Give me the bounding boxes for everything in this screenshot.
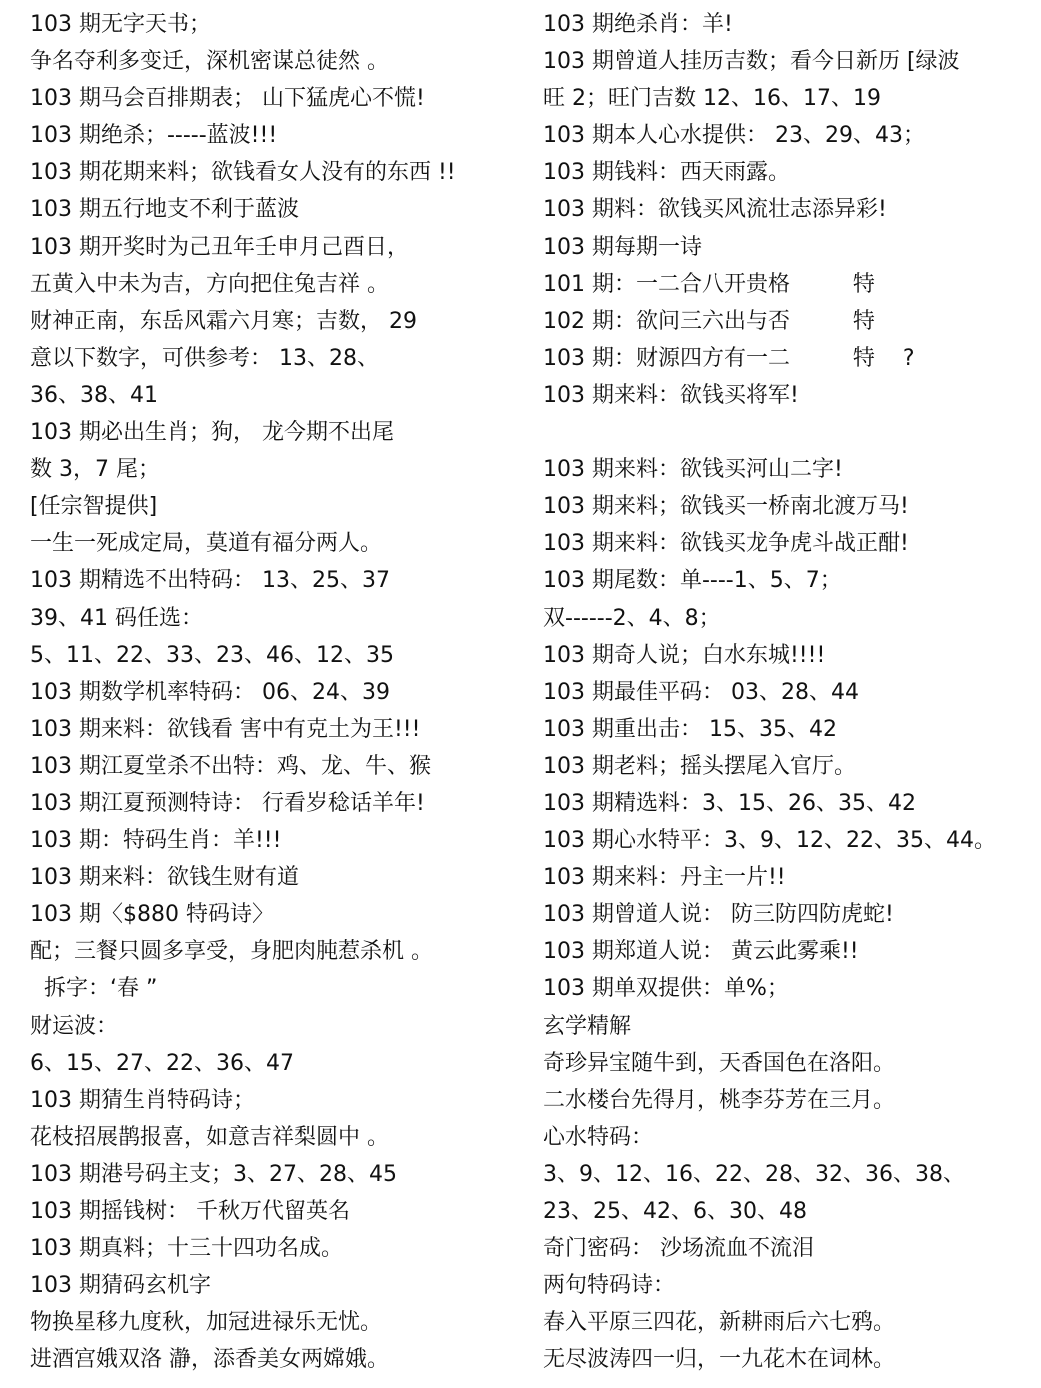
- text-line: 103 期绝杀肖：羊!: [543, 12, 733, 37]
- text-line: 103 期猜生肖特码诗；: [30, 1087, 255, 1113]
- left-column: [30, 6, 520, 1378]
- text-line: 103 期江夏堂杀不出特：鸡、龙、牛、猴: [30, 753, 431, 779]
- text-line: 103 期：财源四方有一二 特 ?: [543, 345, 915, 371]
- text-line: 103 期来料：欲钱看 害中有克土为王!!!: [30, 716, 421, 742]
- text-line: 103 期心水特平：3、9、12、22、35、44。: [543, 828, 996, 854]
- text-line: 财神正南，东岳风霜六月寒；吉数， 29: [30, 308, 417, 334]
- text-line: 103 期来料：丹主一片!!: [543, 865, 786, 891]
- text-line: 103 期绝杀；-----蓝波!!!: [30, 123, 278, 149]
- text-line: 103 期五行地支不利于蓝波: [30, 197, 299, 223]
- text-line: 103 期马会百排期表； 山下猛虎心不慌!: [30, 86, 425, 112]
- text-line: 103 期必出生肖；狗， 龙今期不出尾: [30, 420, 394, 446]
- text-line: 39、41 码任选：: [30, 605, 203, 631]
- text-line: 103 期曾道人挂历吉数；看今日新历 [绿波: [543, 49, 960, 75]
- text-line: 103 期老料；摇头摆尾入官厅。: [543, 753, 856, 779]
- text-line: 财运波：: [30, 1013, 119, 1039]
- text-line: 103 期无字天书；: [30, 12, 211, 37]
- text-line: 心水特码：: [543, 1124, 654, 1150]
- text-line: 103 期来料：欲钱买将军!: [543, 382, 799, 408]
- text-line: 103 期来料：欲钱买龙争虎斗战正酣!: [543, 531, 909, 557]
- text-line: 103 期港号码主支；3、27、28、45: [30, 1161, 397, 1187]
- text-line: 103 期料：欲钱买风流壮志添异彩!: [543, 197, 887, 223]
- text-line: 意以下数字，可供参考： 13、28、: [30, 345, 379, 371]
- text-line: 103 期精选不出特码： 13、25、37: [30, 568, 390, 594]
- text-line: 春入平原三四花，新耕雨后六七鸦。: [543, 1310, 896, 1336]
- text-line: 103 期尾数：单----1、5、7；: [543, 568, 842, 594]
- text-line: 103 期花期来料；欲钱看女人没有的东西 !!: [30, 160, 456, 186]
- text-line: 103 期最佳平码： 03、28、44: [543, 679, 859, 705]
- text-line: 数 3，7 尾；: [30, 457, 160, 483]
- text-line: 3、9、12、16、22、28、32、36、38、: [543, 1161, 965, 1187]
- text-line: 103 期猜码玄机字: [30, 1273, 211, 1299]
- text-line: 物换星移九度秋，加冠进禄乐无忧。: [30, 1310, 383, 1336]
- text-line: 103 期曾道人说： 防三防四防虎蛇!: [543, 902, 894, 928]
- text-line: 103 期〈$880 特码诗〉: [30, 902, 274, 928]
- text-line: 101 期：一二合八开贵格 特: [543, 271, 875, 297]
- text-line: 旺 2；旺门吉数 12、16、17、19: [543, 86, 881, 112]
- text-line: 103 期：特码生肖：羊!!!: [30, 828, 282, 854]
- text-line: 103 期来料：欲钱生财有道: [30, 865, 299, 891]
- text-line: 103 期重出击： 15、35、42: [543, 716, 837, 742]
- text-line: 五黄入中未为吉，方向把住兔吉祥 。: [30, 271, 389, 297]
- text-line: 争名夺利多变迁，深机密谋总徒然 。: [30, 49, 389, 75]
- text-line: 103 期郑道人说： 黄云此雾乘!!: [543, 939, 859, 965]
- right-column: [543, 6, 1033, 1378]
- text-line: 103 期每期一诗: [543, 234, 702, 260]
- text-line: 103 期精选料：3、15、26、35、42: [543, 790, 916, 816]
- text-line: 一生一死成定局，莫道有福分两人。: [30, 531, 383, 557]
- text-line: [543, 414, 1033, 451]
- text-line: 两句特码诗：: [543, 1273, 676, 1299]
- text-line: 36、38、41: [30, 382, 158, 408]
- text-line: 拆字：‘春 ”: [30, 976, 158, 1002]
- text-line: 配；三餐只圆多享受，身肥肉肫惹杀机 。: [30, 939, 433, 965]
- text-line: 6、15、27、22、36、47: [30, 1050, 294, 1076]
- text-line: 5、11、22、33、23、46、12、35: [30, 642, 394, 668]
- text-line: 103 期江夏预测特诗： 行看岁稔话羊年!: [30, 790, 425, 816]
- text-line: 103 期本人心水提供： 23、29、43；: [543, 123, 925, 149]
- text-line: 103 期钱料：西天雨露。: [543, 160, 790, 186]
- text-line: 奇珍异宝随牛到，天香国色在洛阳。: [543, 1050, 896, 1076]
- text-line: 103 期真料；十三十四功名成。: [30, 1236, 343, 1262]
- text-line: 103 期单双提供：单%；: [543, 976, 789, 1002]
- text-line: 无尽波涛四一归，一九花木在词林。: [543, 1347, 896, 1373]
- text-line: 103 期来料：欲钱买河山二字!: [543, 457, 843, 483]
- text-line: 103 期数学机率特码： 06、24、39: [30, 679, 390, 705]
- text-line: 二水楼台先得月，桃李芬芳在三月。: [543, 1087, 896, 1113]
- text-line: 103 期来料；欲钱买一桥南北渡万马!: [543, 494, 909, 520]
- text-line: 103 期奇人说；白水东城!!!!: [543, 642, 826, 668]
- text-line: 103 期开奖时为己丑年壬申月己酉日，: [30, 234, 409, 260]
- text-line: 进酒宫娥双洛 瀞，添香美女两嫦娥。: [30, 1347, 389, 1373]
- text-line: 玄学精解: [543, 1013, 632, 1039]
- text-line: 103 期摇钱树： 千秋万代留英名: [30, 1199, 350, 1224]
- text-line: 23、25、42、6、30、48: [543, 1199, 807, 1224]
- text-line: 双------2、4、8；: [543, 605, 721, 631]
- text-line: 奇门密码： 沙场流血不流泪: [543, 1236, 814, 1262]
- text-line: 102 期：欲问三六出与否 特: [543, 308, 875, 334]
- text-line: 花枝招展鹊报喜，如意吉祥梨圆中 。: [30, 1124, 389, 1150]
- text-line: [任宗智提供]: [30, 494, 158, 520]
